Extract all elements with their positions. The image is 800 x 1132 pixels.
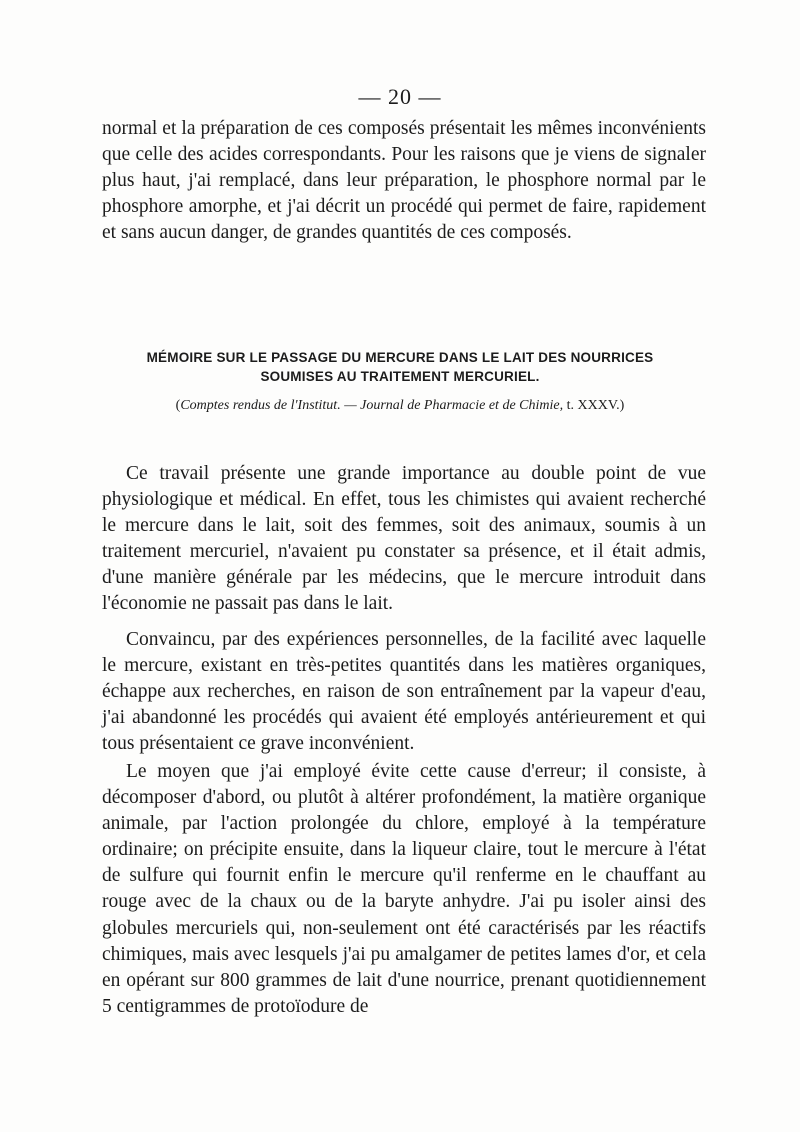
source-open-paren: ( [175,398,181,413]
memoir-title [0,348,800,386]
memoir-source-citation [0,397,800,415]
page-number: — 20 — [358,84,442,109]
body-paragraph-3: Le moyen que j'ai employé évite cette cause d'erreur; il consiste, à décomposer d'abord, ou plutôt à altérer profondément, la matière organique animale, par l'action prolongée du chlore, employé à la température ordinaire; on précipite ensuite, dans la liqueur claire, tout le mercure à l'état de sulfure qui fournit enfin le mercure qu'il renferme en le chauffant au rouge avec de la chaux ou de la baryte anhydre. J'ai pu isoler ainsi des globules mercuriels qui, non-seulement ont été caractérisés par les réactifs chimiques, mais avec lesquels j'ai pu amalgamer de petites lames d'or, et cela en opérant sur 800 grammes de lait d'une nourrice, prenant quotidiennement 5 centigrammes de protoïodure de [102,761,706,1017]
body-paragraph-1: Ce travail présente une grande importance au double point de vue physiologique et médical. En effet, tous les chimistes qui avaient recherché le mercure dans le lait, soit des femmes, soit des animaux, soumis à un traitement mercuriel, n'avaient pu constater sa présence, et il était admis, d'une manière générale par les médecins, que le mercure introduit dans l'économie ne passait pas dans le lait. [102,463,706,615]
body-paragraph-2: Convaincu, par des expériences personnelles, de la facilité avec laquelle le mercure, existant en très-petites quantités dans les matières organiques, échappe aux recherches, en raison de son entraînement par la vapeur d'eau, j'ai abandonné les procédés qui avaient été employés antérieurement et qui tous présentaient ce grave inconvénient. [102,629,706,755]
source-journals: Comptes rendus de l'Institut. — Journal de Pharmacie et de Chimie, [180,398,564,413]
memoir-title-line-2: SOUMISES AU TRAITEMENT MERCURIEL. [260,369,540,384]
source-volume: t. XXXV.) [563,398,625,413]
memoir-title-line-1: MÉMOIRE SUR LE PASSAGE DU MERCURE DANS LE LAIT DES NOURRICES [146,350,654,365]
intro-paragraph: normal et la préparation de ces composés présentait les mêmes inconvénients que celle des acides correspondants. Pour les raisons que je viens de signaler plus haut, j'ai remplacé, dans leur préparation, le phosphore normal par le phosphore amorphe, et j'ai décrit un procédé qui permet de faire, rapidement et sans aucun danger, de grandes quantités de ces composés. [102,118,706,244]
